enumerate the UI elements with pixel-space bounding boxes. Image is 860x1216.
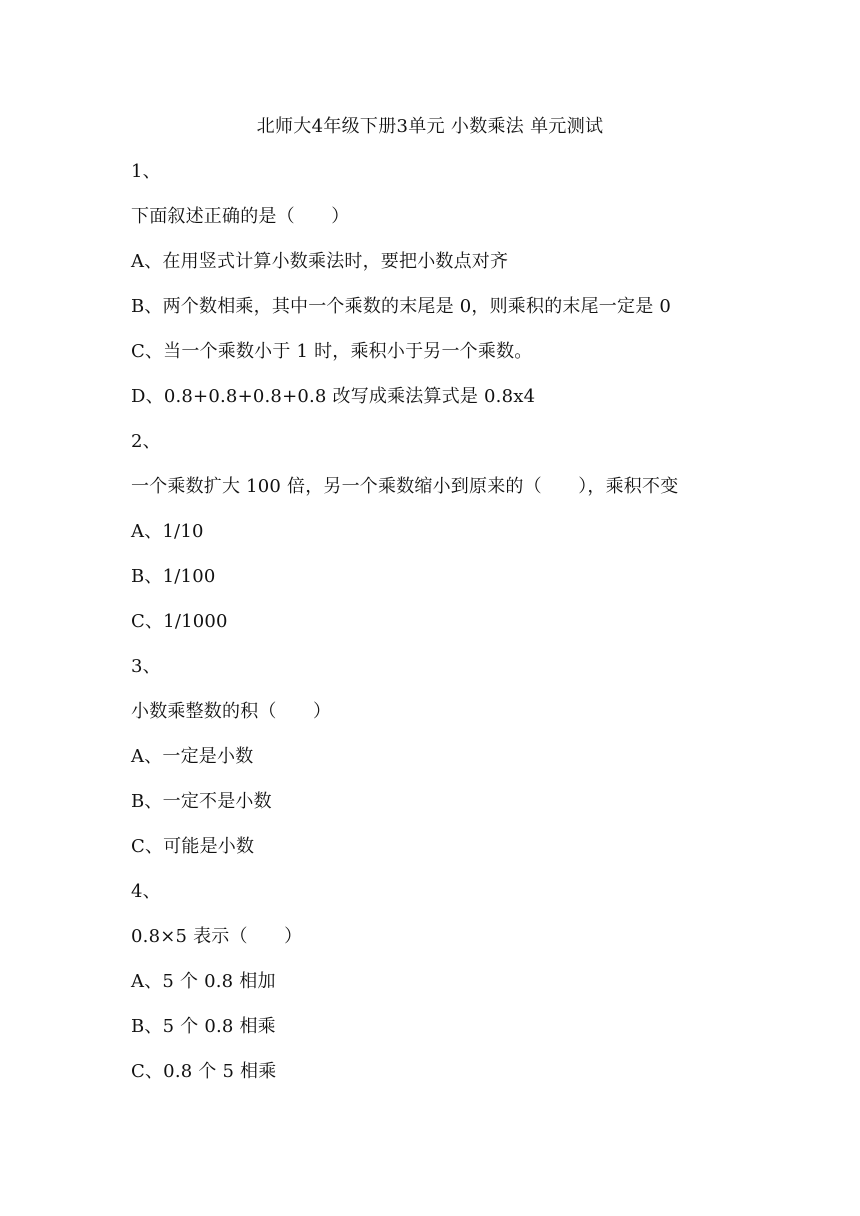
question-3-option-b: B、一定不是小数 [131, 791, 272, 812]
document-title: 北师大4年级下册3单元 小数乘法 单元测试 [256, 116, 604, 137]
question-3-option-c: C、可能是小数 [131, 836, 255, 857]
question-3-number: 3、 [131, 656, 161, 677]
question-2-number: 2、 [131, 431, 161, 452]
question-4-option-b: B、5 个 0.8 相乘 [131, 1016, 276, 1037]
question-2-option-c: C、1/1000 [131, 611, 228, 632]
question-1-stem: 下面叙述正确的是（ ） [131, 206, 350, 227]
question-4-option-c: C、0.8 个 5 相乘 [131, 1061, 277, 1082]
question-1-option-c: C、当一个乘数小于 1 时，乘积小于另一个乘数。 [131, 341, 533, 362]
question-1-option-b: B、两个数相乘，其中一个乘数的末尾是 0，则乘积的末尾一定是 0 [131, 296, 671, 317]
question-3-option-a: A、一定是小数 [131, 746, 254, 767]
question-1-number: 1、 [131, 161, 161, 182]
question-list [131, 158, 791, 1103]
question-2-option-b: B、1/100 [131, 566, 216, 587]
question-4-stem: 0.8×5 表示（ ） [131, 926, 303, 947]
question-2-stem: 一个乘数扩大 100 倍，另一个乘数缩小到原来的（ ），乘积不变 [131, 476, 679, 497]
question-4-number: 4、 [131, 881, 161, 902]
question-1-option-a: A、在用竖式计算小数乘法时，要把小数点对齐 [131, 251, 509, 272]
question-4-option-a: A、5 个 0.8 相加 [131, 971, 276, 992]
question-2-option-a: A、1/10 [131, 521, 204, 542]
question-1-option-d: D、0.8+0.8+0.8+0.8 改写成乘法算式是 0.8x4 [131, 386, 536, 407]
question-3-stem: 小数乘整数的积（ ） [131, 701, 332, 722]
